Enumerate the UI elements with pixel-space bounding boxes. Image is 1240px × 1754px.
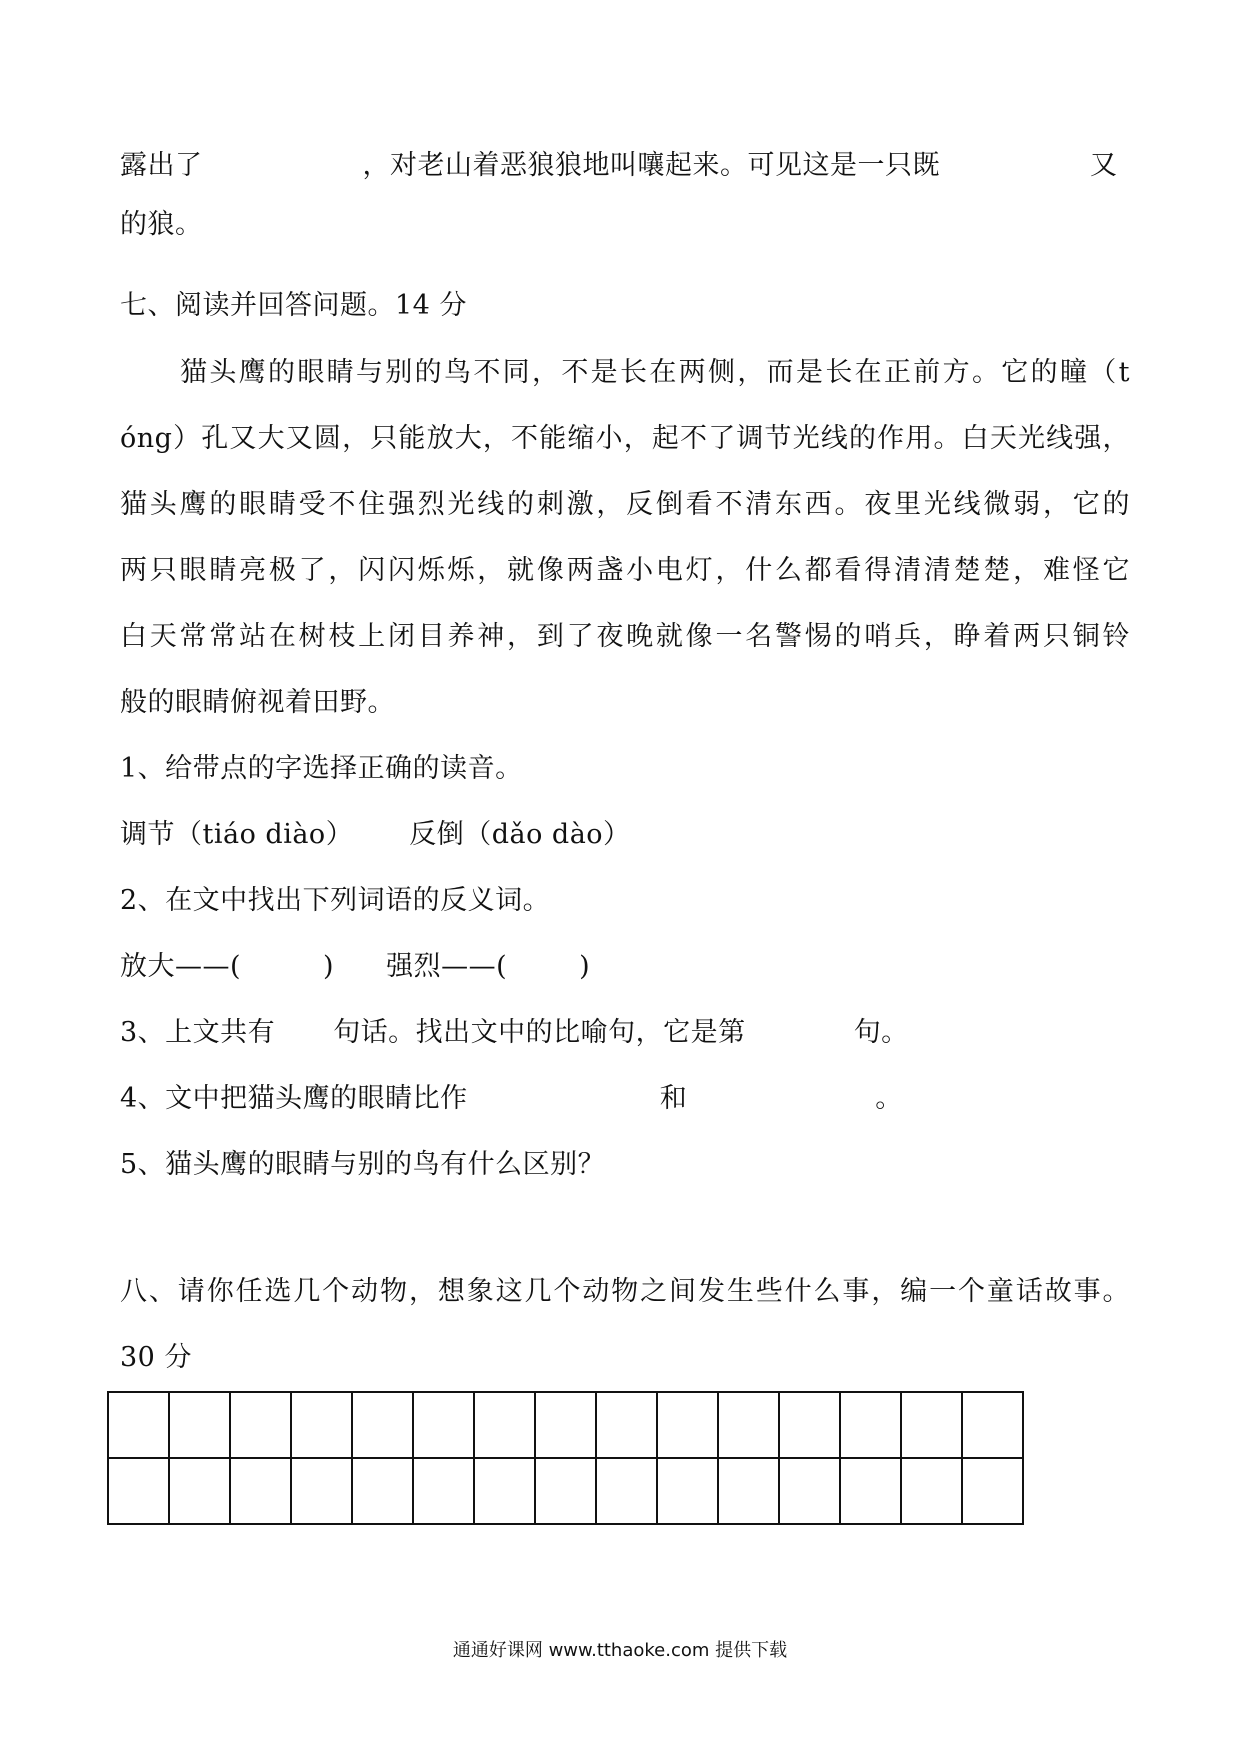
writing-grid <box>107 1391 1024 1525</box>
grid-cell[interactable] <box>170 1393 231 1459</box>
text-segment: 。 <box>875 1083 903 1114</box>
passage-line: 猫头鹰的眼睛与别的鸟不同，不是长在两侧，而是长在正前方。它的瞳（t <box>180 357 1130 388</box>
passage-line: 般的眼睛俯视着田野。 <box>120 687 395 718</box>
text-segment: 4、文中把猫头鹰的眼睛比作 <box>120 1083 468 1114</box>
grid-cell[interactable] <box>780 1393 841 1459</box>
text-segment: 句话。找出文中的比喻句，它是第 <box>333 1017 746 1048</box>
text-segment: 句。 <box>853 1017 909 1048</box>
grid-cell[interactable] <box>902 1393 963 1459</box>
fill-blank-line-1 <box>120 146 1118 186</box>
question-1: 1、给带点的字选择正确的读音。 <box>120 753 523 784</box>
question-2-answers <box>120 947 590 987</box>
grid-cell[interactable] <box>109 1393 170 1459</box>
grid-cell[interactable] <box>841 1459 902 1525</box>
grid-cell[interactable] <box>414 1393 475 1459</box>
grid-cell[interactable] <box>963 1459 1024 1525</box>
grid-cell[interactable] <box>536 1459 597 1525</box>
passage-line: 两只眼睛亮极了，闪闪烁烁，就像两盏小电灯，什么都看得清清楚楚，难怪它 <box>120 555 1130 586</box>
grid-cell[interactable] <box>292 1459 353 1525</box>
pinyin-choice-fandao[interactable]: 反倒（dǎo dào） <box>409 819 631 850</box>
grid-cell[interactable] <box>170 1459 231 1525</box>
grid-cell[interactable] <box>902 1459 963 1525</box>
grid-cell[interactable] <box>109 1459 170 1525</box>
grid-cell[interactable] <box>963 1393 1024 1459</box>
grid-cell[interactable] <box>658 1393 719 1459</box>
fill-blank-line-2: 的狼。 <box>120 209 203 240</box>
passage-line: 白天常常站在树枝上闭目养神，到了夜晚就像一名警惕的哨兵，睁着两只铜铃 <box>120 621 1130 652</box>
section-7-title: 七、阅读并回答问题。14 分 <box>120 290 467 321</box>
text-segment: ，对老山着恶狼狼地叫嚷起来。可见这是一只既 <box>362 150 940 181</box>
grid-cell[interactable] <box>353 1393 414 1459</box>
grid-cell[interactable] <box>414 1459 475 1525</box>
text-segment: 又 <box>1090 150 1118 181</box>
question-4 <box>120 1079 903 1119</box>
grid-cell[interactable] <box>292 1393 353 1459</box>
passage-line: óng）孔又大又圆，只能放大，不能缩小，起不了调节光线的作用。白天光线强， <box>120 423 1130 454</box>
grid-cell[interactable] <box>597 1459 658 1525</box>
antonym-prompt-fangda: 放大——( <box>120 951 242 982</box>
grid-cell[interactable] <box>231 1459 292 1525</box>
grid-cell[interactable] <box>475 1459 536 1525</box>
section-8-score: 30 分 <box>120 1342 192 1373</box>
question-3 <box>120 1013 909 1053</box>
antonym-prompt-qianglie: 强烈——( <box>386 951 508 982</box>
grid-cell[interactable] <box>719 1459 780 1525</box>
grid-cell[interactable] <box>780 1459 841 1525</box>
grid-cell[interactable] <box>597 1393 658 1459</box>
footer-credit: 通通好课网 www.tthaoke.com 提供下载 <box>452 1640 788 1661</box>
question-5: 5、猫头鹰的眼睛与别的鸟有什么区别？ <box>120 1149 606 1180</box>
bracket-close: ) <box>579 951 591 982</box>
grid-cell[interactable] <box>841 1393 902 1459</box>
grid-cell[interactable] <box>719 1393 780 1459</box>
passage-line: 猫头鹰的眼睛受不住强烈光线的刺激，反倒看不清东西。夜里光线微弱，它的 <box>120 489 1130 520</box>
grid-cell[interactable] <box>475 1393 536 1459</box>
text-segment: 和 <box>659 1083 688 1114</box>
question-1-options <box>120 815 631 855</box>
grid-cell[interactable] <box>536 1393 597 1459</box>
grid-cell[interactable] <box>353 1459 414 1525</box>
text-segment: 3、上文共有 <box>120 1017 276 1048</box>
grid-cell[interactable] <box>231 1393 292 1459</box>
section-8-title: 八、请你任选几个动物，想象这几个动物之间发生些什么事，编一个童话故事。 <box>120 1276 1130 1307</box>
pinyin-choice-tiaojie[interactable]: 调节（tiáo diào） <box>120 819 354 850</box>
bracket-close: ) <box>323 951 335 982</box>
text-segment: 露出了 <box>120 150 203 181</box>
question-2: 2、在文中找出下列词语的反义词。 <box>120 885 551 916</box>
grid-cell[interactable] <box>658 1459 719 1525</box>
